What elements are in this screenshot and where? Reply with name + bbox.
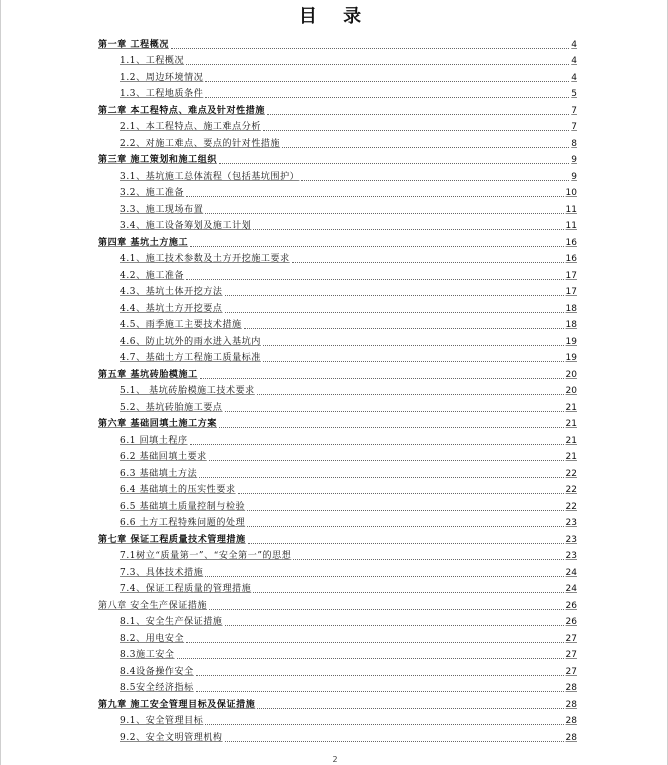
toc-entry-page: 23 — [565, 534, 577, 545]
toc-chapter-entry[interactable] — [98, 34, 577, 51]
toc-leader-dots — [225, 410, 564, 412]
toc-section-entry[interactable] — [98, 51, 577, 68]
toc-section-entry[interactable] — [98, 315, 577, 332]
toc-entry-label: 8.1、安全生产保证措施 — [120, 617, 223, 627]
toc-leader-dots — [196, 690, 564, 692]
toc-entry-page: 21 — [565, 419, 577, 429]
toc-entry-label: 第六章 基础回填土施工方案 — [98, 419, 217, 429]
toc-leader-dots — [263, 360, 564, 362]
toc-section-entry[interactable] — [98, 711, 577, 728]
toc-entry-page: 28 — [565, 699, 577, 710]
toc-entry-label: 第七章 保证工程质量技术管理措施 — [98, 534, 246, 545]
toc-leader-dots — [219, 426, 564, 428]
toc-leader-dots — [263, 129, 569, 131]
toc-chapter-entry[interactable] — [98, 694, 577, 711]
toc-entry-page: 11 — [565, 221, 577, 231]
toc-leader-dots — [253, 591, 563, 593]
toc-chapter-entry[interactable] — [98, 595, 577, 612]
toc-entry-label: 4.2、施工准备 — [120, 270, 185, 281]
toc-entry-page: 22 — [565, 485, 577, 495]
toc-leader-dots — [225, 740, 564, 742]
toc-entry-page: 20 — [565, 386, 577, 396]
toc-entry-page: 19 — [565, 336, 577, 347]
toc-entry-label: 1.1、工程概况 — [120, 56, 185, 66]
toc-entry-page: 8 — [571, 138, 577, 149]
toc-entry-label: 4.4、基坑土方开挖要点 — [120, 303, 223, 314]
toc-entry-page: 4 — [571, 72, 577, 83]
toc-leader-dots — [225, 294, 564, 296]
toc-entry-page: 4 — [571, 56, 577, 66]
toc-entry-label: 4.6、防止坑外的雨水进入基坑内 — [120, 336, 261, 347]
toc-entry-label: 第八章 安全生产保证措施 — [98, 600, 208, 611]
toc-section-entry[interactable] — [98, 397, 577, 414]
toc-leader-dots — [186, 278, 563, 280]
toc-section-entry[interactable] — [98, 265, 577, 282]
toc-entry-page: 21 — [565, 435, 577, 446]
toc-leader-dots — [209, 608, 563, 610]
toc-chapter-entry[interactable] — [98, 100, 577, 117]
toc-entry-label: 4.3、基坑土体开挖方法 — [120, 287, 223, 297]
toc-section-entry[interactable] — [98, 678, 577, 695]
toc-section-entry[interactable] — [98, 645, 577, 662]
toc-entry-label: 6.4 基础填土的压实性要求 — [120, 485, 236, 495]
toc-leader-dots — [205, 212, 563, 214]
toc-section-entry[interactable] — [98, 381, 577, 398]
toc-entry-page: 19 — [565, 353, 577, 363]
toc-leader-dots — [209, 459, 564, 461]
toc-entry-label: 6.3 基础填土方法 — [120, 468, 198, 479]
toc-entry-page: 28 — [565, 716, 577, 726]
toc-entry-page: 9 — [571, 171, 577, 182]
toc-entry-label: 8.3施工安全 — [120, 650, 175, 660]
toc-section-entry[interactable] — [98, 480, 577, 497]
toc-entry-label: 1.2、周边环境情况 — [120, 72, 204, 83]
toc-leader-dots — [225, 311, 564, 313]
toc-entry-page: 26 — [565, 600, 577, 611]
toc-section-entry[interactable] — [98, 298, 577, 315]
toc-entry-label: 第四章 基坑土方施工 — [98, 237, 189, 248]
toc-section-entry[interactable] — [98, 282, 577, 299]
toc-entry-page: 16 — [565, 254, 577, 264]
toc-leader-dots — [247, 509, 563, 511]
toc-entry-page: 23 — [565, 551, 577, 561]
toc-entry-label: 第二章 本工程特点、难点及针对性措施 — [98, 105, 265, 116]
toc-entry-page: 18 — [565, 303, 577, 314]
toc-entry-label: 6.1 回填土程序 — [120, 435, 188, 446]
toc-leader-dots — [196, 674, 564, 676]
toc-leader-dots — [205, 575, 563, 577]
toc-leader-dots — [205, 80, 569, 82]
toc-entry-label: 4.5、雨季施工主要技术措施 — [120, 320, 242, 330]
toc-leader-dots — [219, 162, 569, 164]
toc-entry-label: 7.1树立“质量第一”、“安全第一”的思想 — [120, 551, 292, 561]
toc-entry-page: 22 — [565, 501, 577, 512]
toc-entry-page: 17 — [565, 287, 577, 297]
toc-entry-label: 6.2 基础回填土要求 — [120, 452, 207, 462]
toc-leader-dots — [190, 245, 563, 247]
toc-entry-page: 4 — [571, 39, 577, 50]
toc-leader-dots — [257, 393, 564, 395]
toc-entry-page: 24 — [565, 584, 577, 594]
toc-leader-dots — [238, 492, 564, 494]
toc-entry-label: 第三章 施工策划和施工组织 — [98, 155, 217, 165]
toc-entry-label: 第九章 施工安全管理目标及保证措施 — [98, 699, 256, 710]
toc-leader-dots — [199, 476, 563, 478]
toc-section-entry[interactable] — [98, 546, 577, 563]
toc-entry-page: 24 — [565, 567, 577, 578]
toc-section-entry[interactable] — [98, 496, 577, 513]
toc-leader-dots — [186, 641, 563, 643]
toc-chapter-entry[interactable] — [98, 364, 577, 381]
page-title: 目 录 — [298, 6, 372, 27]
toc-entry-label: 7.4、保证工程质量的管理措施 — [120, 584, 252, 594]
toc-entry-label: 8.4设备操作安全 — [120, 666, 194, 677]
toc-entry-page: 10 — [565, 188, 577, 198]
toc-leader-dots — [225, 624, 564, 626]
toc-section-entry[interactable] — [98, 183, 577, 200]
table-of-contents — [98, 34, 577, 744]
toc-section-entry[interactable] — [98, 661, 577, 678]
toc-entry-label: 2.1、本工程特点、施工难点分析 — [120, 122, 261, 132]
toc-entry-label: 5.1、 基坑砖胎模施工技术要求 — [120, 386, 255, 396]
toc-leader-dots — [244, 327, 564, 329]
toc-leader-dots — [186, 63, 569, 65]
toc-chapter-entry[interactable] — [98, 232, 577, 249]
toc-leader-dots — [248, 542, 564, 544]
toc-entry-page: 18 — [565, 320, 577, 330]
toc-section-entry[interactable] — [98, 331, 577, 348]
toc-leader-dots — [190, 443, 564, 445]
toc-section-entry[interactable] — [98, 84, 577, 101]
page-number: 2 — [332, 755, 338, 764]
toc-entry-label: 8.5安全经济指标 — [120, 683, 194, 693]
toc-entry-page: 11 — [565, 204, 577, 215]
toc-entry-page: 27 — [565, 633, 577, 644]
toc-entry-label: 8.2、用电安全 — [120, 633, 185, 644]
toc-leader-dots — [171, 47, 569, 49]
toc-entry-page: 21 — [565, 452, 577, 462]
toc-entry-page: 21 — [565, 402, 577, 413]
toc-section-entry[interactable] — [98, 513, 577, 530]
toc-section-entry[interactable] — [98, 562, 577, 579]
toc-entry-label: 第五章 基坑砖胎模施工 — [98, 369, 198, 380]
toc-section-entry[interactable] — [98, 117, 577, 134]
toc-leader-dots — [200, 377, 564, 379]
toc-entry-label: 7.3、具体技术措施 — [120, 567, 204, 578]
toc-section-entry[interactable] — [98, 463, 577, 480]
toc-entry-label: 1.3、工程地质条件 — [120, 89, 204, 99]
toc-leader-dots — [257, 707, 563, 709]
toc-section-entry[interactable] — [98, 348, 577, 365]
toc-entry-page: 17 — [565, 270, 577, 281]
toc-section-entry[interactable] — [98, 199, 577, 216]
toc-entry-page: 28 — [565, 683, 577, 693]
toc-leader-dots — [282, 146, 569, 148]
toc-entry-page: 26 — [565, 617, 577, 627]
toc-entry-page: 23 — [565, 518, 577, 528]
toc-entry-page: 9 — [571, 155, 577, 165]
toc-entry-page: 20 — [565, 369, 577, 380]
toc-section-entry[interactable] — [98, 216, 577, 233]
toc-section-entry[interactable] — [98, 612, 577, 629]
toc-entry-page: 7 — [571, 105, 577, 116]
toc-leader-dots — [301, 179, 569, 181]
toc-section-entry[interactable] — [98, 133, 577, 150]
toc-entry-page: 27 — [565, 666, 577, 677]
toc-entry-label: 4.1、施工技术参数及土方开挖施工要求 — [120, 254, 290, 264]
toc-entry-label: 6.5 基础填土质量控制与检验 — [120, 501, 246, 512]
toc-leader-dots — [293, 558, 563, 560]
toc-chapter-entry[interactable] — [98, 414, 577, 431]
toc-entry-page: 7 — [571, 122, 577, 132]
toc-section-entry[interactable] — [98, 579, 577, 596]
toc-entry-page: 27 — [565, 650, 577, 660]
toc-section-entry[interactable] — [98, 727, 577, 744]
toc-section-entry[interactable] — [98, 430, 577, 447]
toc-leader-dots — [253, 228, 563, 230]
toc-entry-label: 9.1、安全管理目标 — [120, 716, 204, 726]
toc-leader-dots — [205, 96, 569, 98]
toc-section-entry[interactable] — [98, 628, 577, 645]
toc-entry-page: 16 — [565, 237, 577, 248]
toc-entry-label: 3.4、施工设备筹划及施工计划 — [120, 221, 252, 231]
toc-entry-page: 28 — [565, 732, 577, 743]
toc-entry-label: 6.6 土方工程特殊问题的处理 — [120, 518, 246, 528]
toc-entry-label: 5.2、基坑砖胎施工要点 — [120, 402, 223, 413]
toc-leader-dots — [177, 657, 564, 659]
toc-chapter-entry[interactable] — [98, 150, 577, 167]
toc-entry-page: 5 — [571, 89, 577, 99]
toc-leader-dots — [205, 723, 563, 725]
toc-entry-page: 22 — [565, 468, 577, 479]
toc-leader-dots — [292, 261, 564, 263]
toc-section-entry[interactable] — [98, 249, 577, 266]
toc-entry-label: 9.2、安全文明管理机构 — [120, 732, 223, 743]
toc-entry-label: 3.1、基坑施工总体流程（包括基坑围护） — [120, 171, 300, 182]
toc-entry-label: 3.2、施工准备 — [120, 188, 185, 198]
toc-entry-label: 第一章 工程概况 — [98, 39, 169, 50]
toc-section-entry[interactable] — [98, 67, 577, 84]
toc-entry-label: 3.3、施工现场布置 — [120, 204, 204, 215]
toc-entry-label: 4.7、基础土方工程施工质量标准 — [120, 353, 261, 363]
toc-chapter-entry[interactable] — [98, 529, 577, 546]
toc-leader-dots — [186, 195, 563, 197]
toc-leader-dots — [263, 344, 564, 346]
toc-leader-dots — [267, 113, 569, 115]
toc-entry-label: 2.2、对施工难点、要点的针对性措施 — [120, 138, 281, 149]
toc-leader-dots — [247, 525, 563, 527]
toc-section-entry[interactable] — [98, 447, 577, 464]
toc-section-entry[interactable] — [98, 166, 577, 183]
